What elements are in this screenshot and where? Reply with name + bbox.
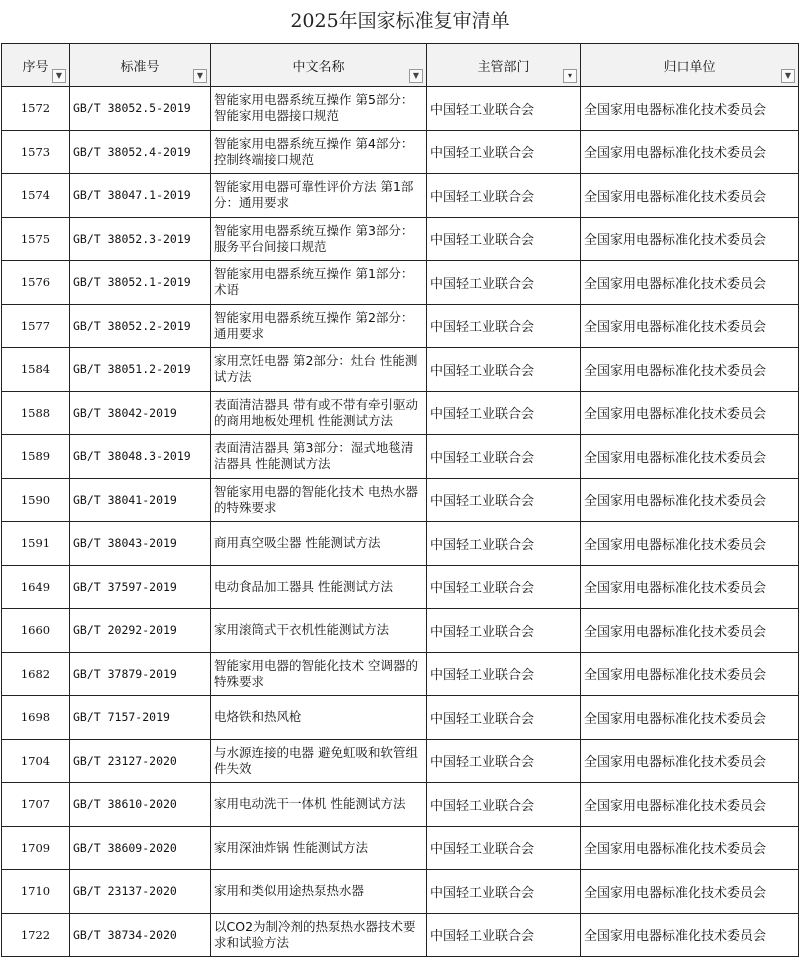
cell-standard-number[interactable]: GB/T 20292-2019 xyxy=(70,609,211,653)
column-header-name xyxy=(211,44,427,87)
cell-responsible-unit[interactable]: 全国家用电器标准化技术委员会 xyxy=(581,217,799,261)
cell-standard-number[interactable]: GB/T 37879-2019 xyxy=(70,652,211,696)
cell-chinese-name[interactable]: 以CO2为制冷剂的热泵热水器技术要求和试验方法 xyxy=(211,913,427,957)
cell-chinese-name[interactable]: 智能家用电器的智能化技术 电热水器的特殊要求 xyxy=(211,478,427,522)
cell-chinese-name[interactable]: 智能家用电器可靠性评价方法 第1部分：通用要求 xyxy=(211,174,427,218)
cell-seq[interactable]: 1575 xyxy=(2,217,70,261)
cell-standard-number[interactable]: GB/T 38051.2-2019 xyxy=(70,348,211,392)
cell-department[interactable]: 中国轻工业联合会 xyxy=(427,609,581,653)
cell-chinese-name[interactable]: 与水源连接的电器 避免虹吸和软管组件失效 xyxy=(211,739,427,783)
cell-chinese-name[interactable]: 表面清洁器具 第3部分：湿式地毯清洁器具 性能测试方法 xyxy=(211,435,427,479)
filter-funnel-icon[interactable]: ▾ xyxy=(563,69,577,83)
column-header-unit xyxy=(581,44,799,87)
cell-seq[interactable]: 1649 xyxy=(2,565,70,609)
cell-seq[interactable]: 1682 xyxy=(2,652,70,696)
table-row xyxy=(2,391,799,435)
cell-seq[interactable]: 1722 xyxy=(2,913,70,957)
cell-seq[interactable]: 1591 xyxy=(2,522,70,566)
cell-chinese-name[interactable]: 商用真空吸尘器 性能测试方法 xyxy=(211,522,427,566)
page-title: 2025年国家标准复审清单 xyxy=(290,10,510,32)
cell-department[interactable]: 中国轻工业联合会 xyxy=(427,739,581,783)
cell-chinese-name[interactable]: 智能家用电器系统互操作 第1部分：术语 xyxy=(211,261,427,305)
cell-standard-number[interactable]: GB/T 38052.4-2019 xyxy=(70,130,211,174)
cell-standard-number[interactable]: GB/T 38042-2019 xyxy=(70,391,211,435)
cell-standard-number[interactable]: GB/T 23127-2020 xyxy=(70,739,211,783)
table-header-row xyxy=(2,44,799,87)
cell-chinese-name[interactable]: 家用和类似用途热泵热水器 xyxy=(211,870,427,914)
cell-responsible-unit[interactable]: 全国家用电器标准化技术委员会 xyxy=(581,826,799,870)
cell-chinese-name[interactable]: 智能家用电器系统互操作 第5部分：智能家用电器接口规范 xyxy=(211,87,427,131)
cell-responsible-unit[interactable]: 全国家用电器标准化技术委员会 xyxy=(581,913,799,957)
cell-chinese-name[interactable]: 家用电动洗干一体机 性能测试方法 xyxy=(211,783,427,827)
column-header-seq xyxy=(2,44,70,87)
cell-department[interactable]: 中国轻工业联合会 xyxy=(427,565,581,609)
table-row xyxy=(2,304,799,348)
cell-seq[interactable]: 1709 xyxy=(2,826,70,870)
cell-department[interactable]: 中国轻工业联合会 xyxy=(427,130,581,174)
column-header-label: 归口单位 xyxy=(663,59,716,75)
cell-responsible-unit[interactable]: 全国家用电器标准化技术委员会 xyxy=(581,478,799,522)
column-header-label: 中文名称 xyxy=(292,59,345,75)
cell-responsible-unit[interactable]: 全国家用电器标准化技术委员会 xyxy=(581,435,799,479)
cell-responsible-unit[interactable]: 全国家用电器标准化技术委员会 xyxy=(581,348,799,392)
cell-chinese-name[interactable]: 家用烹饪电器 第2部分：灶台 性能测试方法 xyxy=(211,348,427,392)
cell-responsible-unit[interactable]: 全国家用电器标准化技术委员会 xyxy=(581,739,799,783)
dropdown-arrow-icon[interactable]: ▼ xyxy=(409,69,423,83)
table-row xyxy=(2,435,799,479)
cell-chinese-name[interactable]: 电烙铁和热风枪 xyxy=(211,696,427,740)
table-row xyxy=(2,565,799,609)
cell-responsible-unit[interactable]: 全国家用电器标准化技术委员会 xyxy=(581,565,799,609)
column-header-dept xyxy=(427,44,581,87)
table-row xyxy=(2,348,799,392)
cell-seq[interactable]: 1576 xyxy=(2,261,70,305)
cell-responsible-unit[interactable]: 全国家用电器标准化技术委员会 xyxy=(581,870,799,914)
cell-department[interactable]: 中国轻工业联合会 xyxy=(427,522,581,566)
cell-seq[interactable]: 1707 xyxy=(2,783,70,827)
table-row xyxy=(2,609,799,653)
cell-department[interactable]: 中国轻工业联合会 xyxy=(427,826,581,870)
cell-seq[interactable]: 1710 xyxy=(2,870,70,914)
cell-responsible-unit[interactable]: 全国家用电器标准化技术委员会 xyxy=(581,783,799,827)
cell-standard-number[interactable]: GB/T 23137-2020 xyxy=(70,870,211,914)
table-row xyxy=(2,913,799,957)
cell-responsible-unit[interactable]: 全国家用电器标准化技术委员会 xyxy=(581,696,799,740)
cell-responsible-unit[interactable]: 全国家用电器标准化技术委员会 xyxy=(581,261,799,305)
cell-chinese-name[interactable]: 电动食品加工器具 性能测试方法 xyxy=(211,565,427,609)
cell-standard-number[interactable]: GB/T 38047.1-2019 xyxy=(70,174,211,218)
cell-chinese-name[interactable]: 智能家用电器系统互操作 第4部分：控制终端接口规范 xyxy=(211,130,427,174)
cell-standard-number[interactable]: GB/T 38052.1-2019 xyxy=(70,261,211,305)
cell-chinese-name[interactable]: 智能家用电器系统互操作 第2部分：通用要求 xyxy=(211,304,427,348)
cell-standard-number[interactable]: GB/T 38052.3-2019 xyxy=(70,217,211,261)
column-header-label: 标准号 xyxy=(120,59,160,75)
table-row xyxy=(2,522,799,566)
table-row xyxy=(2,261,799,305)
cell-department[interactable]: 中国轻工业联合会 xyxy=(427,391,581,435)
cell-standard-number[interactable]: GB/T 38048.3-2019 xyxy=(70,435,211,479)
cell-responsible-unit[interactable]: 全国家用电器标准化技术委员会 xyxy=(581,304,799,348)
dropdown-arrow-icon[interactable]: ▼ xyxy=(52,69,66,83)
table-row xyxy=(2,826,799,870)
cell-seq[interactable]: 1573 xyxy=(2,130,70,174)
cell-department[interactable]: 中国轻工业联合会 xyxy=(427,174,581,218)
cell-department[interactable]: 中国轻工业联合会 xyxy=(427,348,581,392)
cell-seq[interactable]: 1660 xyxy=(2,609,70,653)
cell-responsible-unit[interactable]: 全国家用电器标准化技术委员会 xyxy=(581,130,799,174)
table-row xyxy=(2,696,799,740)
cell-chinese-name[interactable]: 智能家用电器系统互操作 第3部分：服务平台间接口规范 xyxy=(211,217,427,261)
cell-standard-number[interactable]: GB/T 38052.2-2019 xyxy=(70,304,211,348)
column-header-label: 主管部门 xyxy=(477,59,530,75)
table-row xyxy=(2,174,799,218)
cell-standard-number[interactable]: GB/T 38609-2020 xyxy=(70,826,211,870)
cell-department[interactable]: 中国轻工业联合会 xyxy=(427,435,581,479)
cell-responsible-unit[interactable]: 全国家用电器标准化技术委员会 xyxy=(581,391,799,435)
cell-standard-number[interactable]: GB/T 38052.5-2019 xyxy=(70,87,211,131)
table-row xyxy=(2,87,799,131)
cell-responsible-unit[interactable]: 全国家用电器标准化技术委员会 xyxy=(581,609,799,653)
cell-responsible-unit[interactable]: 全国家用电器标准化技术委员会 xyxy=(581,87,799,131)
cell-seq[interactable]: 1589 xyxy=(2,435,70,479)
cell-seq[interactable]: 1574 xyxy=(2,174,70,218)
cell-department[interactable]: 中国轻工业联合会 xyxy=(427,478,581,522)
cell-responsible-unit[interactable]: 全国家用电器标准化技术委员会 xyxy=(581,174,799,218)
table-row xyxy=(2,870,799,914)
table-row xyxy=(2,739,799,783)
table-row xyxy=(2,130,799,174)
cell-department[interactable]: 中国轻工业联合会 xyxy=(427,217,581,261)
cell-department[interactable]: 中国轻工业联合会 xyxy=(427,261,581,305)
cell-standard-number[interactable]: GB/T 37597-2019 xyxy=(70,565,211,609)
column-header-label: 序号 xyxy=(22,59,49,75)
table-row xyxy=(2,217,799,261)
cell-department[interactable]: 中国轻工业联合会 xyxy=(427,696,581,740)
cell-standard-number[interactable]: GB/T 7157-2019 xyxy=(70,696,211,740)
cell-responsible-unit[interactable]: 全国家用电器标准化技术委员会 xyxy=(581,652,799,696)
cell-seq[interactable]: 1572 xyxy=(2,87,70,131)
cell-department[interactable]: 中国轻工业联合会 xyxy=(427,304,581,348)
cell-seq[interactable]: 1704 xyxy=(2,739,70,783)
cell-seq[interactable]: 1698 xyxy=(2,696,70,740)
table-row xyxy=(2,478,799,522)
cell-department[interactable]: 中国轻工业联合会 xyxy=(427,783,581,827)
cell-seq[interactable]: 1577 xyxy=(2,304,70,348)
cell-department[interactable]: 中国轻工业联合会 xyxy=(427,913,581,957)
cell-seq[interactable]: 1588 xyxy=(2,391,70,435)
cell-standard-number[interactable]: GB/T 38734-2020 xyxy=(70,913,211,957)
cell-department[interactable]: 中国轻工业联合会 xyxy=(427,870,581,914)
cell-standard-number[interactable]: GB/T 38610-2020 xyxy=(70,783,211,827)
table-row xyxy=(2,783,799,827)
cell-standard-number[interactable]: GB/T 38043-2019 xyxy=(70,522,211,566)
cell-seq[interactable]: 1590 xyxy=(2,478,70,522)
table-row xyxy=(2,652,799,696)
dropdown-arrow-icon[interactable]: ▼ xyxy=(193,69,207,83)
cell-department[interactable]: 中国轻工业联合会 xyxy=(427,652,581,696)
dropdown-arrow-icon[interactable]: ▼ xyxy=(781,69,795,83)
cell-seq[interactable]: 1584 xyxy=(2,348,70,392)
cell-chinese-name[interactable]: 智能家用电器的智能化技术 空调器的特殊要求 xyxy=(211,652,427,696)
cell-department[interactable]: 中国轻工业联合会 xyxy=(427,87,581,131)
cell-chinese-name[interactable]: 家用滚筒式干衣机性能测试方法 xyxy=(211,609,427,653)
standards-table xyxy=(1,43,799,957)
column-header-std-no xyxy=(70,44,211,87)
cell-standard-number[interactable]: GB/T 38041-2019 xyxy=(70,478,211,522)
cell-chinese-name[interactable]: 表面清洁器具 带有或不带有牵引驱动的商用地板处理机 性能测试方法 xyxy=(211,391,427,435)
cell-responsible-unit[interactable]: 全国家用电器标准化技术委员会 xyxy=(581,522,799,566)
cell-chinese-name[interactable]: 家用深油炸锅 性能测试方法 xyxy=(211,826,427,870)
